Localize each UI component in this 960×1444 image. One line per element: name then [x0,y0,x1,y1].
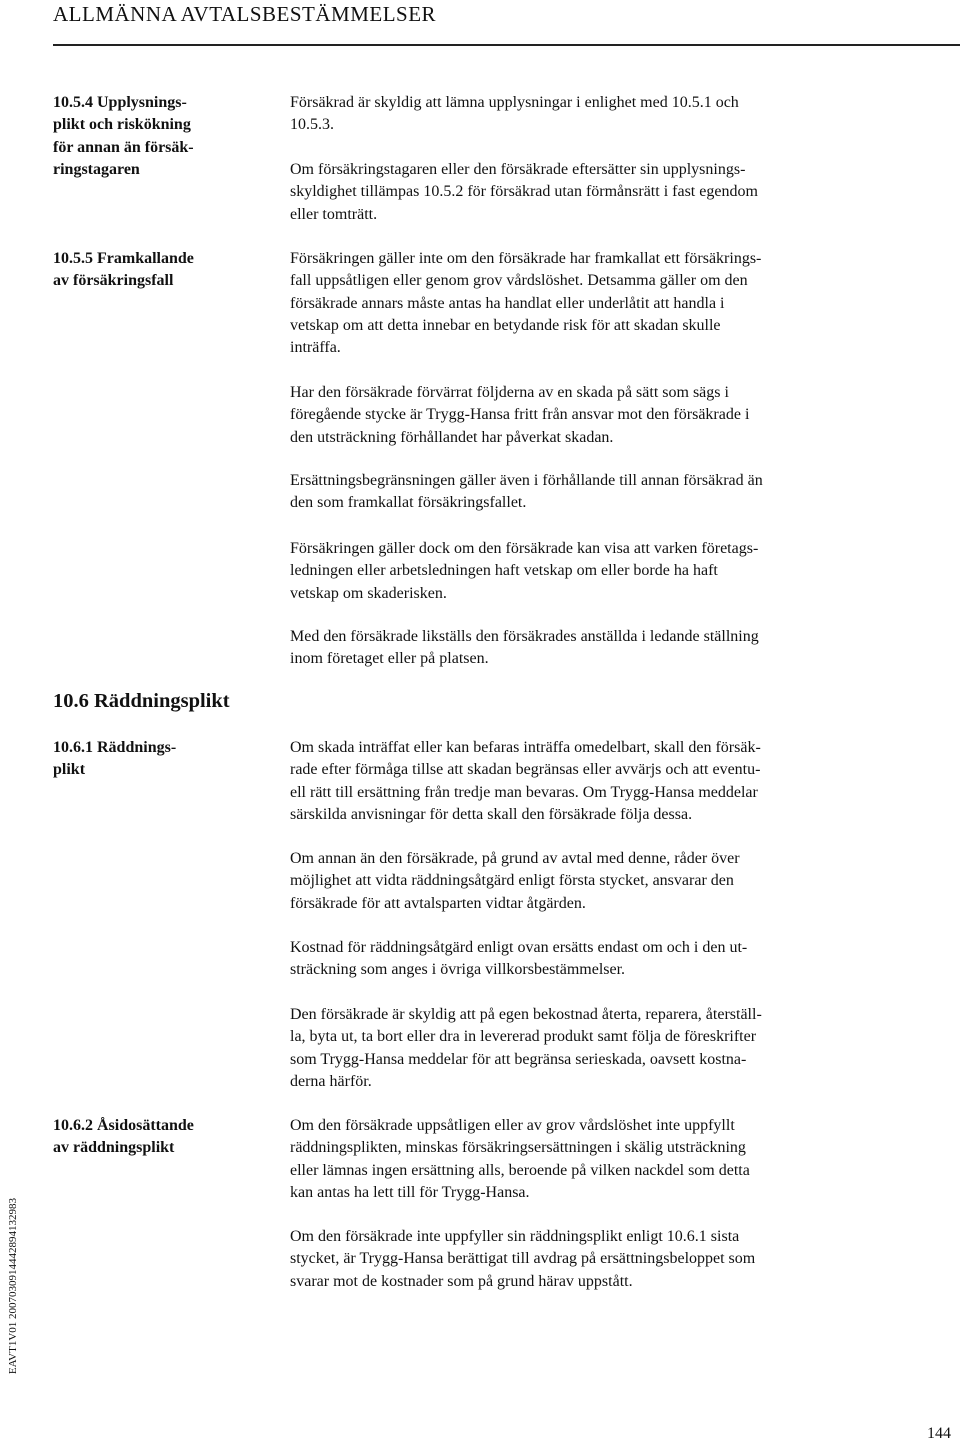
paragraph: Kostnad för räddningsåtgärd enligt ovan ersätts endast om och i den ut- sträckning som anges i övriga villkorsbestämmelser. [290,939,748,979]
paragraph: Om annan än den försäkrade, på grund av avtal med denne, råder över möjlighet att vidta räddningsåtgärd enligt första stycket, ansvarar den försäkrade för att avtalsparten vidtar åtgärden. [290,850,740,912]
section-label-10-6-2: 10.6.2 Åsidosättande av räddningsplikt [53,1117,194,1157]
paragraph: Med den försäkrade likställs den försäkrades anställda i ledande ställning inom företaget eller på platsen. [290,628,759,668]
header-divider [53,44,960,46]
section-heading-10-6: 10.6 Räddningsplikt [53,690,230,712]
page-number: 144 [927,1425,951,1442]
page-header-title: ALLMÄNNA AVTALSBESTÄMMELSER [53,2,437,26]
section-label-10-5-5: 10.5.5 Framkallande av försäkringsfall [53,250,194,290]
section-label-10-6-1: 10.6.1 Räddnings- plikt [53,739,177,779]
paragraph: Om försäkringstagaren eller den försäkrade eftersätter sin upplysnings- skyldighet tillämpas 10.5.2 för försäkrad utan förmånsrätt i fast egendom eller tomträtt. [290,161,758,223]
paragraph: Ersättningsbegränsningen gäller även i förhållande till annan försäkrad än den som framkallat försäkringsfallet. [290,472,763,512]
section-label-10-5-4: 10.5.4 Upplysnings- plikt och riskökning för annan än försäk- ringstagaren [53,94,194,178]
paragraph: Om den försäkrade inte uppfyller sin räddningsplikt enligt 10.6.1 sista stycket, är Trygg-Hansa berättigat till avdrag på ersättningsbeloppet som svarar mot de kostnader som på grund härav uppstått. [290,1228,756,1290]
paragraph: Den försäkrade är skyldig att på egen bekostnad återta, reparera, återställ- la, byta ut, ta bort eller dra in levererad produkt samt följa de föreskrifter som Trygg-Hansa meddelar för att begränsa serieskada, oavsett kostna- derna härför. [290,1006,762,1090]
paragraph: Har den försäkrade förvärrat följderna av en skada på sätt som sägs i föregående stycke är Trygg-Hansa fritt från ansvar mot den försäkrade i den utsträckning förhållandet har påverkat skadan. [290,384,750,446]
paragraph: Om skada inträffat eller kan befaras inträffa omedelbart, skall den försäk- rade efter förmåga tillse att skadan begränsas eller avvärjs och att eventu- ell rätt till ersättning från tredje man bevaras. Om Trygg-Hansa meddelar särskilda anvisningar för detta skall den försäkrade följa dessa. [290,739,761,823]
paragraph: Om den försäkrade uppsåtligen eller av grov vårdslöshet inte uppfyllt räddningsplikten, minskas försäkringsersättningen i skälig utsträckning eller lämnas ingen ersättning alls, beroende på vilken nackdel som detta kan antas ha lett till för Trygg-Hansa. [290,1117,750,1201]
paragraph: Försäkringen gäller inte om den försäkrade har framkallat ett försäkrings- fall uppsåtligen eller genom grov vårdslöshet. Detsamma gäller om den försäkrade annars måste antas ha handlat eller underlåtit att handla i vetskap om att detta innebar en betydande risk för att skadan skulle inträffa. [290,250,762,357]
paragraph: Försäkrad är skyldig att lämna upplysningar i enlighet med 10.5.1 och 10.5.3. [290,94,739,134]
document-code: EAVT1V01 20070309144428941329​83 [7,1197,19,1375]
paragraph: Försäkringen gäller dock om den försäkrade kan visa att varken företags- ledningen eller arbetsledningen haft vetskap om eller borde ha haft vetskap om skaderisken. [290,540,759,602]
